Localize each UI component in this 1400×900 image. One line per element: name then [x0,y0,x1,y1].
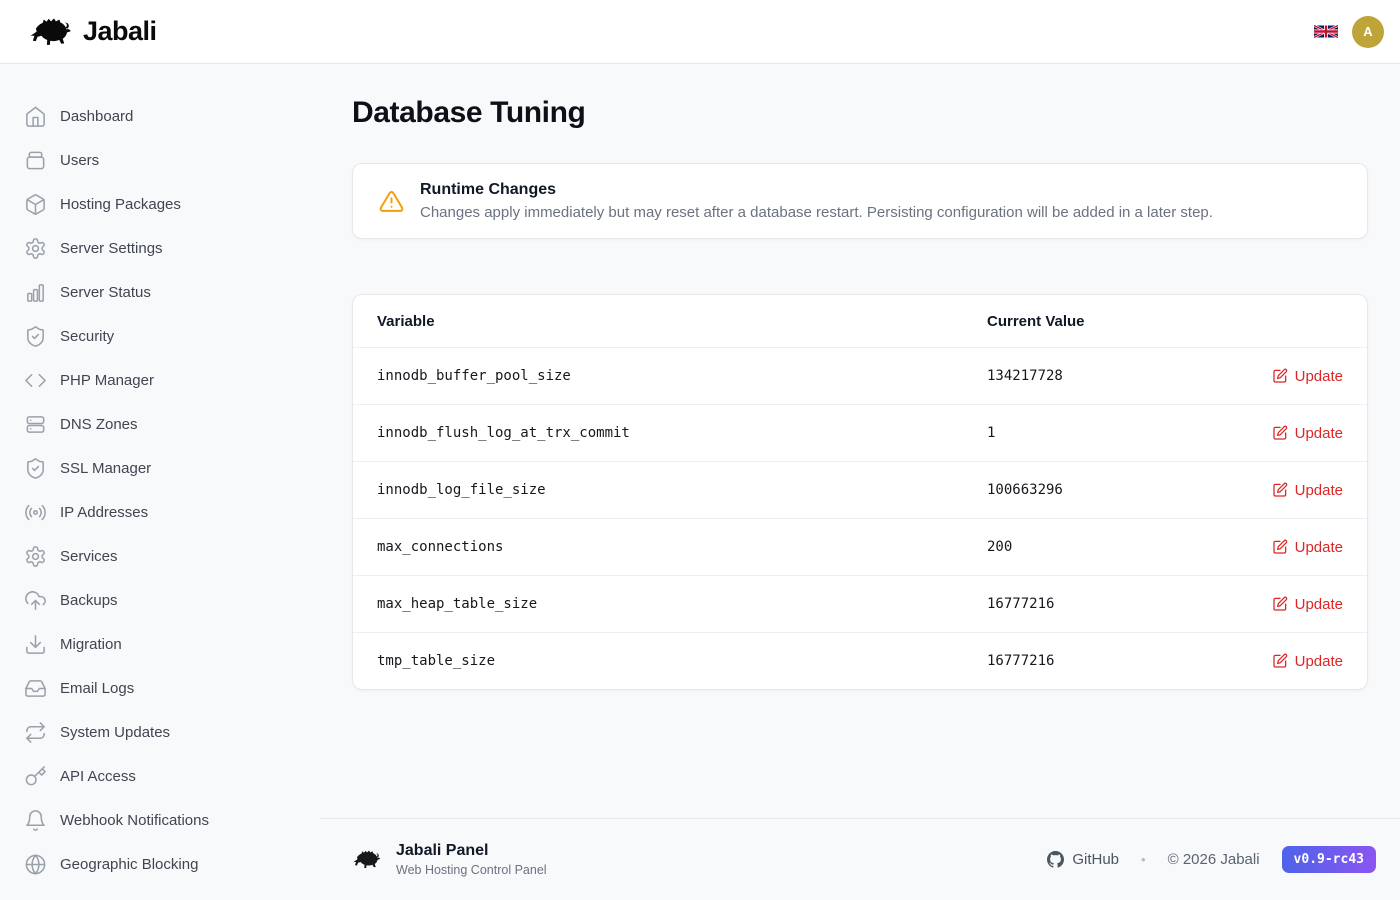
sidebar-item-ip-addresses[interactable] [0,490,320,534]
db-variables-table [352,294,1368,690]
update-button[interactable] [1272,539,1343,556]
sidebar-item-label: DNS Zones [60,415,138,433]
edit-pencil-icon [1272,368,1288,384]
sidebar-item-label: Server Settings [60,239,163,257]
table-row [353,404,1367,461]
gear-icon [24,545,47,568]
variable-value: 100663296 [987,482,1063,498]
variable-value: 134217728 [987,368,1063,384]
sidebar-item-security[interactable] [0,314,320,358]
page-title: Database Tuning [352,96,586,129]
sidebar-item-system-updates[interactable] [0,710,320,754]
sidebar-item-api-access[interactable] [0,754,320,798]
sidebar-item-webhook-notifications[interactable] [0,798,320,842]
sidebar-item-label: Dashboard [60,107,134,125]
update-button[interactable] [1272,653,1343,670]
sidebar-item-label: Server Status [60,283,151,301]
uk-flag-icon[interactable] [1314,23,1338,40]
table-header-row [353,295,1367,347]
table-row [353,575,1367,632]
gear-icon [24,237,47,260]
sidebar-item-label: IP Addresses [60,503,149,521]
brand-name: Jabali [83,16,157,46]
sidebar-item-users[interactable] [0,138,320,182]
variable-name: innodb_flush_log_at_trx_commit [377,425,630,441]
sidebar-item-hosting-packages[interactable] [0,182,320,226]
update-button[interactable] [1272,425,1343,442]
github-icon [1047,851,1064,868]
radio-waves-icon [24,501,47,524]
sidebar-item-server-settings[interactable] [0,226,320,270]
table-row [353,347,1367,404]
update-label: Update [1294,367,1343,385]
column-header-variable: Variable [377,312,435,330]
repeat-icon [24,721,47,744]
sidebar-item-label: Email Logs [60,679,135,697]
variable-value: 16777216 [987,653,1055,669]
shield-check-icon [24,457,47,480]
sidebar-item-label: Hosting Packages [60,195,181,213]
sidebar-item-label: Users [60,151,100,169]
table-row [353,518,1367,575]
update-label: Update [1294,595,1343,613]
boar-logo-icon [352,848,382,871]
table-row [353,461,1367,518]
sidebar-item-geographic-blocking[interactable] [0,842,320,886]
update-button[interactable] [1272,596,1343,613]
sidebar-item-label: Migration [60,635,122,653]
sidebar-item-dashboard[interactable] [0,94,320,138]
home-icon [24,105,47,128]
variable-name: innodb_log_file_size [377,482,546,498]
dot-separator: • [1141,852,1146,867]
update-label: Update [1294,538,1343,556]
sidebar-item-migration[interactable] [0,622,320,666]
sidebar-item-label: Webhook Notifications [60,811,209,829]
variable-value: 16777216 [987,596,1055,612]
update-button[interactable] [1272,368,1343,385]
archive-box-icon [24,149,47,172]
sidebar-item-ssl-manager[interactable] [0,446,320,490]
sidebar-item-label: Security [60,327,115,345]
brand-logo[interactable] [28,15,157,49]
inbox-icon [24,677,47,700]
bar-chart-icon [24,281,47,304]
sidebar-item-label: Backups [60,591,118,609]
github-label: GitHub [1072,851,1120,868]
update-button[interactable] [1272,482,1343,499]
variable-name: max_heap_table_size [377,596,538,612]
footer-tagline: Web Hosting Control Panel [396,863,547,877]
server-stack-icon [24,413,47,436]
sidebar-item-label: API Access [60,767,136,785]
runtime-changes-callout [352,163,1368,239]
sidebar-item-label: SSL Manager [60,459,152,477]
sidebar-nav [0,64,320,900]
variable-name: max_connections [377,539,504,555]
sidebar-item-backups[interactable] [0,578,320,622]
main-content [320,64,1400,900]
sidebar-item-php-manager[interactable] [0,358,320,402]
cloud-upload-icon [24,589,47,612]
sidebar-item-label: Geographic Blocking [60,855,199,873]
sidebar-item-dns-zones[interactable] [0,402,320,446]
edit-pencil-icon [1272,425,1288,441]
callout-title: Runtime Changes [420,181,557,198]
update-label: Update [1294,424,1343,442]
update-label: Update [1294,481,1343,499]
edit-pencil-icon [1272,482,1288,498]
column-header-current-value: Current Value [987,312,1085,330]
bell-icon [24,809,47,832]
sidebar-item-label: System Updates [60,723,171,741]
user-avatar[interactable]: A [1352,16,1384,48]
globe-icon [24,853,47,876]
boar-logo-icon [28,15,74,49]
download-icon [24,633,47,656]
version-badge: v0.9-rc43 [1282,846,1376,873]
copyright-text: © 2026 Jabali [1167,851,1260,868]
table-row [353,632,1367,689]
page-footer [320,818,1400,900]
variable-name: tmp_table_size [377,653,496,669]
github-link[interactable] [1047,851,1119,868]
callout-description: Changes apply immediately but may reset after a database restart. Persisting configuration will be added in a later step. [420,204,1213,221]
code-icon [24,369,47,392]
edit-pencil-icon [1272,653,1288,669]
update-label: Update [1294,652,1343,670]
variable-value: 200 [987,539,1013,555]
edit-pencil-icon [1272,596,1288,612]
sidebar-item-services[interactable] [0,534,320,578]
footer-app-name: Jabali Panel [396,842,489,859]
sidebar-item-label: PHP Manager [60,371,154,389]
sidebar-item-label: Services [60,547,118,565]
sidebar-item-email-logs[interactable] [0,666,320,710]
package-icon [24,193,47,216]
top-header [0,0,1400,64]
sidebar-item-server-status[interactable] [0,270,320,314]
edit-pencil-icon [1272,539,1288,555]
shield-check-icon [24,325,47,348]
key-icon [24,765,47,788]
variable-name: innodb_buffer_pool_size [377,368,571,384]
warning-triangle-icon [379,189,404,214]
variable-value: 1 [987,425,996,441]
